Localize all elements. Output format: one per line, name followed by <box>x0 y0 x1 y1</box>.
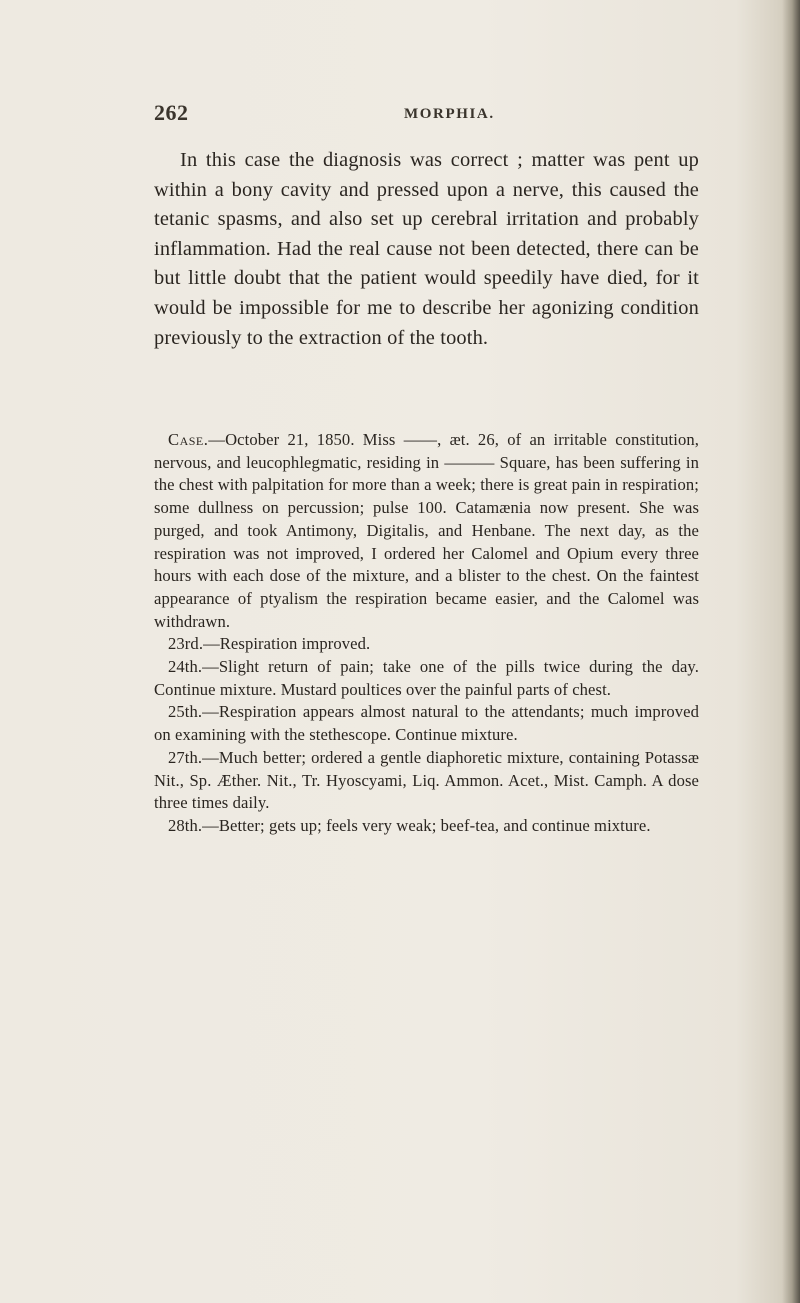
case-entry-24th: 24th.—Slight return of pain; take one of the pills twice during the day. Continue mixture. Mustard poultices over the painful parts of chest. <box>154 657 699 699</box>
page-number: 262 <box>154 100 189 125</box>
lead-paragraph: In this case the diagnosis was correct ; matter was pent up within a bony cavity and pressed upon a nerve, this caused the tetanic spasms, and also set up cerebral irritation and probably inflammation. Had the real cause not been detected, there can be but little doubt that the patient would speedily have died, for it would be impossible for me to describe her agonizing condition previously to the extraction of the tooth. <box>154 149 699 349</box>
case-intro-paragraph <box>154 429 699 633</box>
case-report <box>154 429 699 838</box>
case-entry-28th: 28th.—Better; gets up; feels very weak; beef-tea, and continue mixture. <box>168 815 651 835</box>
page-header <box>154 100 694 134</box>
case-entry-23rd: 23rd.—Respiration improved. <box>168 634 371 654</box>
case-intro-text: —October 21, 1850. Miss ——, æt. 26, of an irritable constitution, nervous, and leucophlegmatic, residing in ——— Square, has been suffering in the chest with palpitation for more than a week; there is great pain in respiration; some dullness on percussion; pulse 100. Catamænia now present. She was purged, and took Antimony, Digitalis, and Henbane. The next day, as the respiration was not improved, I ordered her Calomel and Opium every three hours with each dose of the mixture, and a blister to the chest. On the faintest appearance of ptyalism the respiration became easier, and the Calomel was withdrawn. <box>154 430 699 631</box>
running-head: MORPHIA. <box>404 106 495 122</box>
lead-section <box>154 146 699 353</box>
case-entry-27th: 27th.—Much better; ordered a gentle diaphoretic mixture, containing Potassæ Nit., Sp. Æther. Nit., Tr. Hyoscyami, Liq. Ammon. Acet., Mist. Camph. A dose three times daily. <box>154 747 699 813</box>
case-entry-25th: 25th.—Respiration appears almost natural to the attendants; much improved on examining with the stethescope. Continue mixture. <box>154 702 699 745</box>
page-edge-shadow <box>782 0 800 1303</box>
case-label: Case. <box>168 430 209 449</box>
